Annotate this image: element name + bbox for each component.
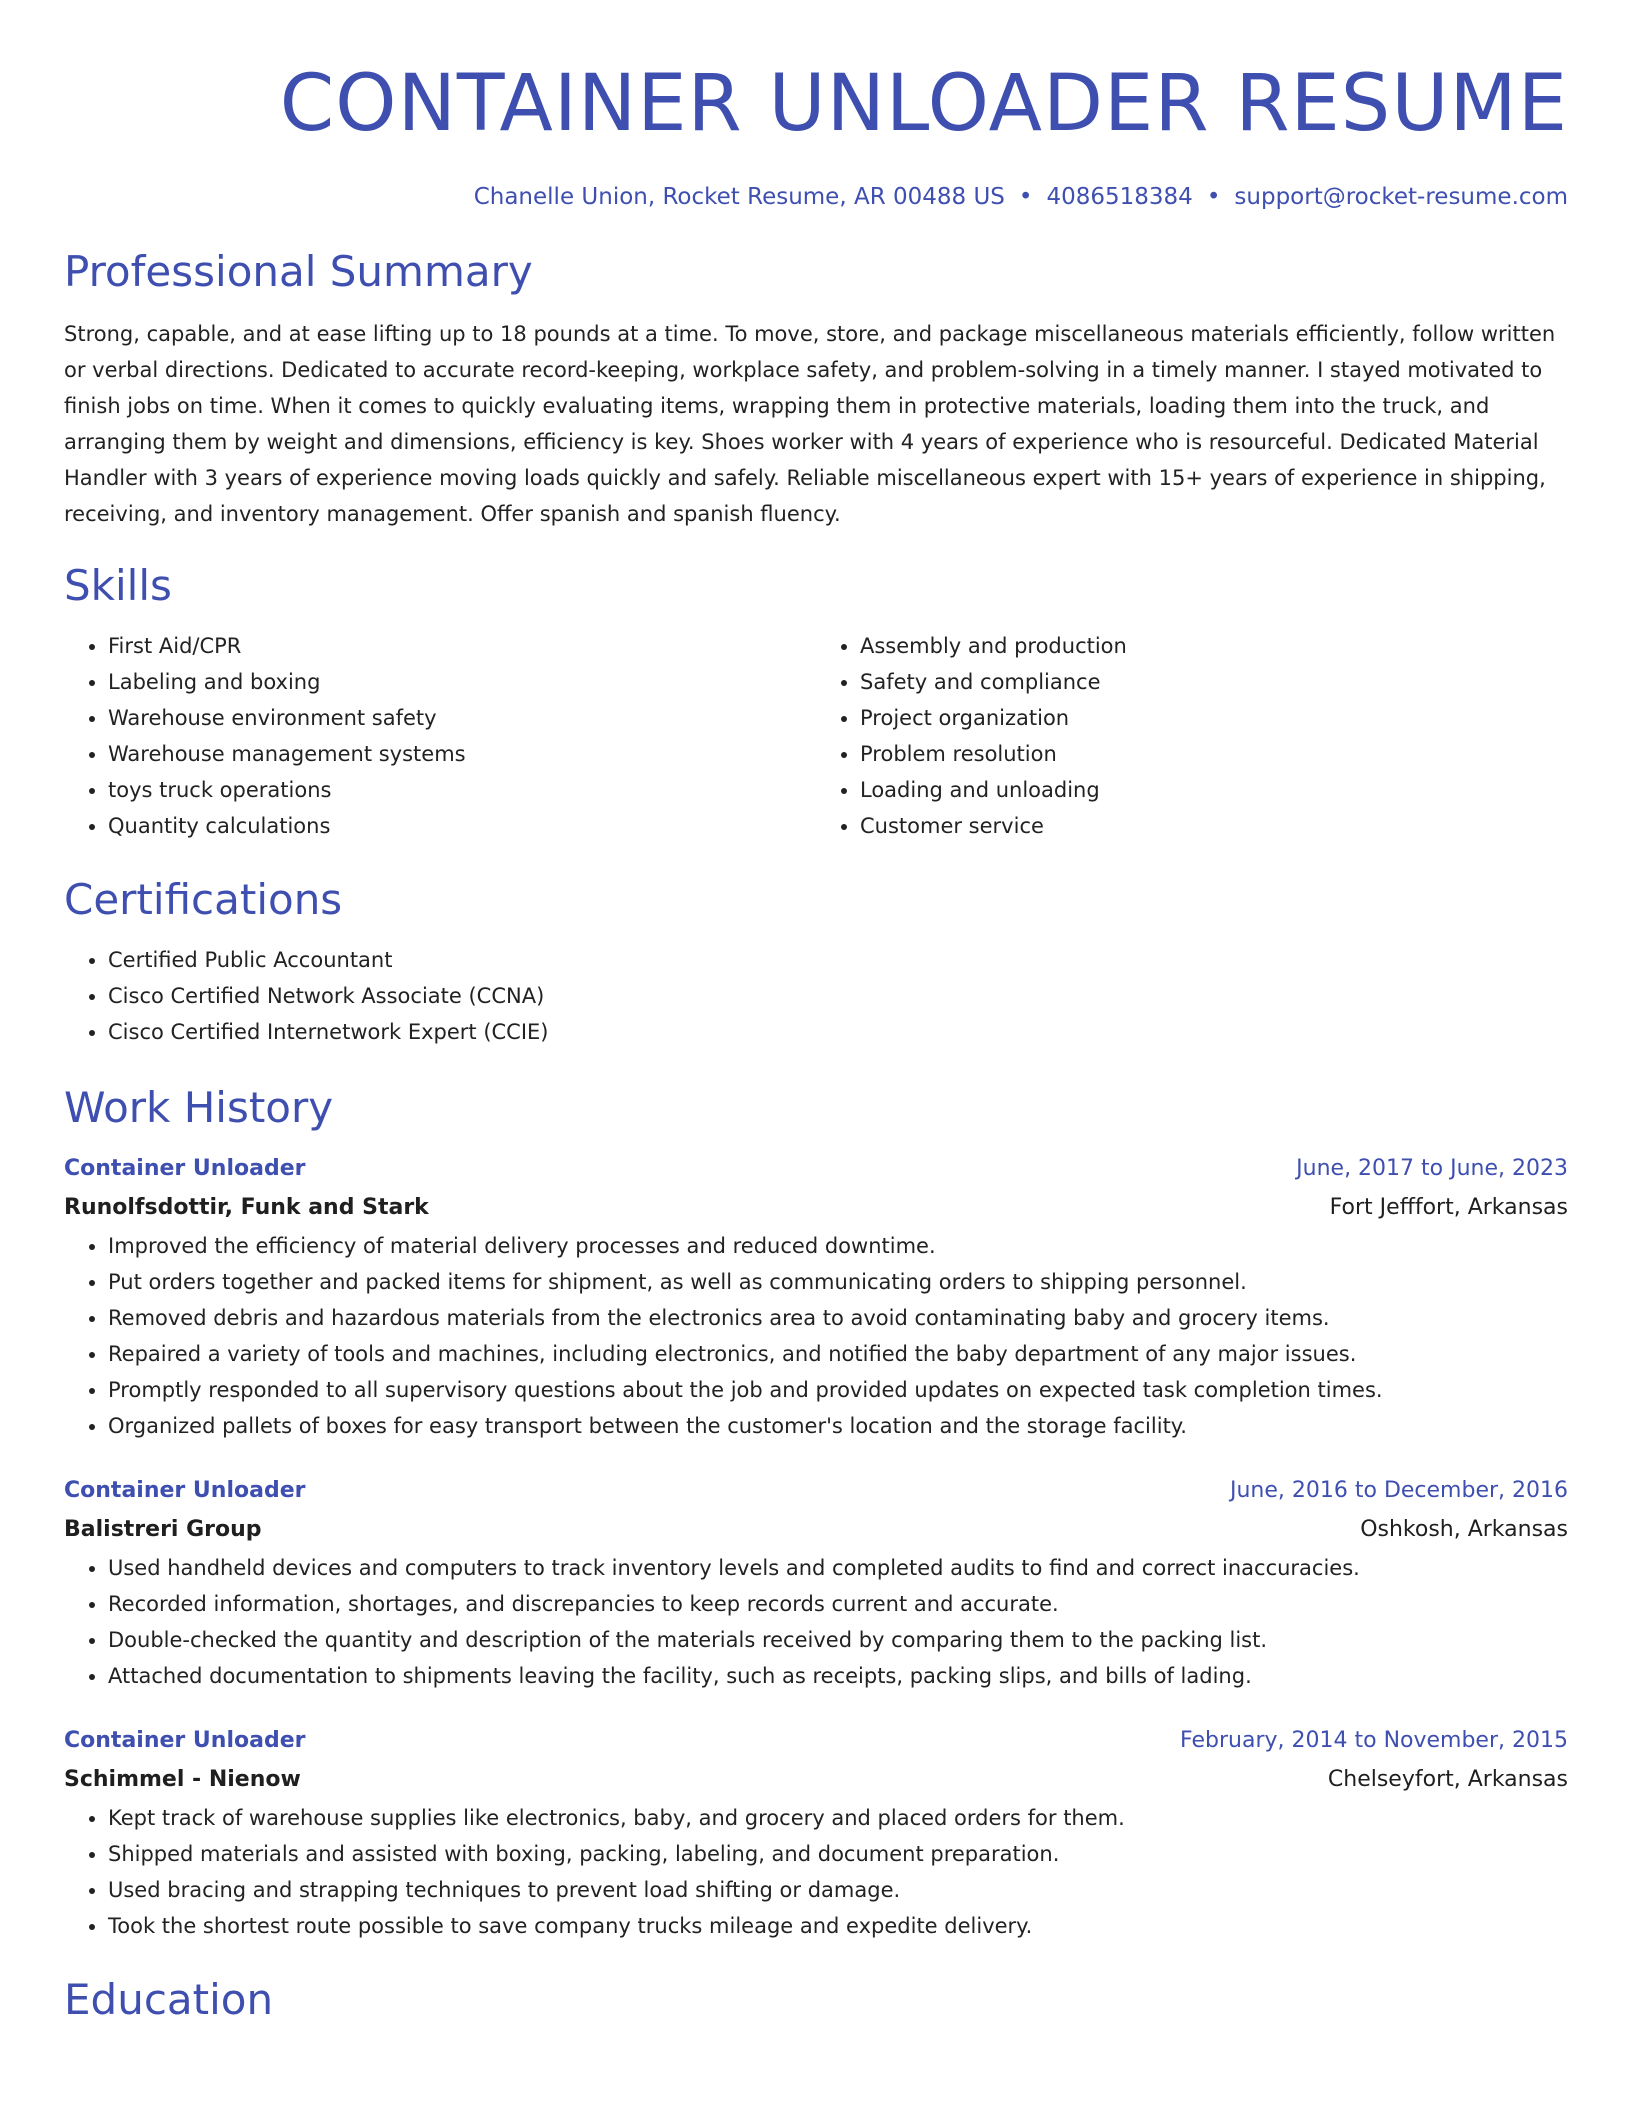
- contact-separator: •: [1018, 184, 1033, 210]
- job-entry: [64, 1722, 1568, 1944]
- job-subheader: [64, 1188, 1568, 1228]
- job-header: [64, 1472, 1568, 1510]
- job-dates: June, 2016 to December, 2016: [1229, 1478, 1568, 1503]
- skill-item: • Labeling and boxing: [108, 664, 816, 700]
- job-dates: February, 2014 to November, 2015: [1180, 1728, 1568, 1753]
- job-duty-item: • Kept track of warehouse supplies like electronics, baby, and grocery and placed orders for them.: [108, 1800, 1568, 1836]
- skills-column-right: [816, 628, 1568, 844]
- section-heading-work-history: Work History: [64, 1083, 334, 1132]
- education-section: [64, 1972, 1568, 2028]
- professional-summary-section: [64, 244, 1568, 532]
- section-heading-certifications: Certifications: [64, 875, 343, 924]
- contact-line: [64, 180, 1568, 214]
- section-heading-skills: Skills: [64, 561, 172, 610]
- section-heading-summary: Professional Summary: [64, 247, 533, 296]
- skill-item: • First Aid/CPR: [108, 628, 816, 664]
- job-duty-item: • Attached documentation to shipments leaving the facility, such as receipts, packing slips, and bills of lading.: [108, 1658, 1568, 1694]
- job-location: Chelseyfort, Arkansas: [1327, 1767, 1568, 1792]
- job-location: Fort Jefffort, Arkansas: [1329, 1195, 1568, 1220]
- skill-item: • Customer service: [860, 808, 1568, 844]
- contact-separator: •: [1206, 184, 1221, 210]
- job-duty-item: • Double-checked the quantity and description of the materials received by comparing them to the packing list.: [108, 1622, 1568, 1658]
- job-subheader: [64, 1510, 1568, 1550]
- job-duty-item: • Used bracing and strapping techniques to prevent load shifting or damage.: [108, 1872, 1568, 1908]
- job-employer: Balistreri Group: [64, 1517, 262, 1542]
- job-employer: Schimmel - Nienow: [64, 1767, 301, 1792]
- job-duty-item: • Took the shortest route possible to save company trucks mileage and expedite delivery.: [108, 1908, 1568, 1944]
- skill-item: • Warehouse environment safety: [108, 700, 816, 736]
- certification-item: • Cisco Certified Network Associate (CCNA): [108, 978, 1568, 1014]
- job-duty-item: • Improved the efficiency of material delivery processes and reduced downtime.: [108, 1228, 1568, 1264]
- job-duty-item: • Removed debris and hazardous materials from the electronics area to avoid contaminating baby and grocery items.: [108, 1300, 1568, 1336]
- job-duty-item: • Used handheld devices and computers to track inventory levels and completed audits to find and correct inaccuracies.: [108, 1550, 1568, 1586]
- skill-item: • Problem resolution: [860, 736, 1568, 772]
- section-heading-education: Education: [64, 1975, 274, 2024]
- job-duty-item: • Recorded information, shortages, and discrepancies to keep records current and accurate.: [108, 1586, 1568, 1622]
- contact-phone[interactable]: 4086518384: [1046, 184, 1193, 210]
- job-duty-item: • Organized pallets of boxes for easy transport between the customer's location and the storage facility.: [108, 1408, 1568, 1444]
- skill-item: • Project organization: [860, 700, 1568, 736]
- skills-section: [64, 558, 1568, 844]
- job-duty-item: • Shipped materials and assisted with boxing, packing, labeling, and document preparation.: [108, 1836, 1568, 1872]
- job-dates: June, 2017 to June, 2023: [1296, 1156, 1568, 1181]
- job-duty-item: • Put orders together and packed items for shipment, as well as communicating orders to shipping personnel.: [108, 1264, 1568, 1300]
- work-history-section: [64, 1080, 1568, 1944]
- job-location: Oshkosh, Arkansas: [1360, 1517, 1568, 1542]
- skills-columns: [64, 628, 1568, 844]
- skill-item: • Quantity calculations: [108, 808, 816, 844]
- job-header: [64, 1722, 1568, 1760]
- job-title: Container Unloader: [64, 1156, 306, 1181]
- contact-email[interactable]: support@rocket-resume.com: [1234, 184, 1568, 210]
- job-duty-item: • Repaired a variety of tools and machines, including electronics, and notified the baby department of any major issues.: [108, 1336, 1568, 1372]
- job-title: Container Unloader: [64, 1478, 306, 1503]
- skill-item: • Loading and unloading: [860, 772, 1568, 808]
- resume-title: CONTAINER UNLOADER RESUME: [279, 59, 1568, 149]
- job-duties-list: [64, 1228, 1568, 1444]
- skill-item: • Safety and compliance: [860, 664, 1568, 700]
- certifications-list: [64, 942, 1568, 1050]
- skill-item: • Assembly and production: [860, 628, 1568, 664]
- skill-item: • toys truck operations: [108, 772, 816, 808]
- job-entry: [64, 1150, 1568, 1444]
- certifications-section: [64, 872, 1568, 1050]
- skill-item: • Warehouse management systems: [108, 736, 816, 772]
- job-subheader: [64, 1760, 1568, 1800]
- job-header: [64, 1150, 1568, 1188]
- job-duties-list: [64, 1550, 1568, 1694]
- certification-item: • Cisco Certified Internetwork Expert (CCIE): [108, 1014, 1568, 1050]
- job-title: Container Unloader: [64, 1728, 306, 1753]
- job-duty-item: • Promptly responded to all supervisory questions about the job and provided updates on expected task completion times.: [108, 1372, 1568, 1408]
- skills-column-left: [64, 628, 816, 844]
- job-duties-list: [64, 1800, 1568, 1944]
- job-employer: Runolfsdottir, Funk and Stark: [64, 1195, 429, 1220]
- job-entry: [64, 1472, 1568, 1694]
- summary-text: Strong, capable, and at ease lifting up to 18 pounds at a time. To move, store, and package miscellaneous materials efficiently, follow written or verbal directions. Dedicated to accurate record-keeping, workplace safety, and problem-solving in a timely manner. I stayed motivated to finish jobs on time. When it comes to quickly evaluating items, wrapping them in protective materials, loading them into the truck, and arranging them by weight and dimensions, efficiency is key. Shoes worker with 4 years of experience who is resourceful. Dedicated Material Handler with 3 years of experience moving loads quickly and safely. Reliable miscellaneous expert with 15+ years of experience in shipping, receiving, and inventory management. Offer spanish and spanish fluency.: [64, 322, 1556, 526]
- certification-item: • Certified Public Accountant: [108, 942, 1568, 978]
- skills-list-right: [816, 628, 1568, 844]
- skills-list-left: [64, 628, 816, 844]
- contact-address: Chanelle Union, Rocket Resume, AR 00488 US: [473, 184, 1005, 210]
